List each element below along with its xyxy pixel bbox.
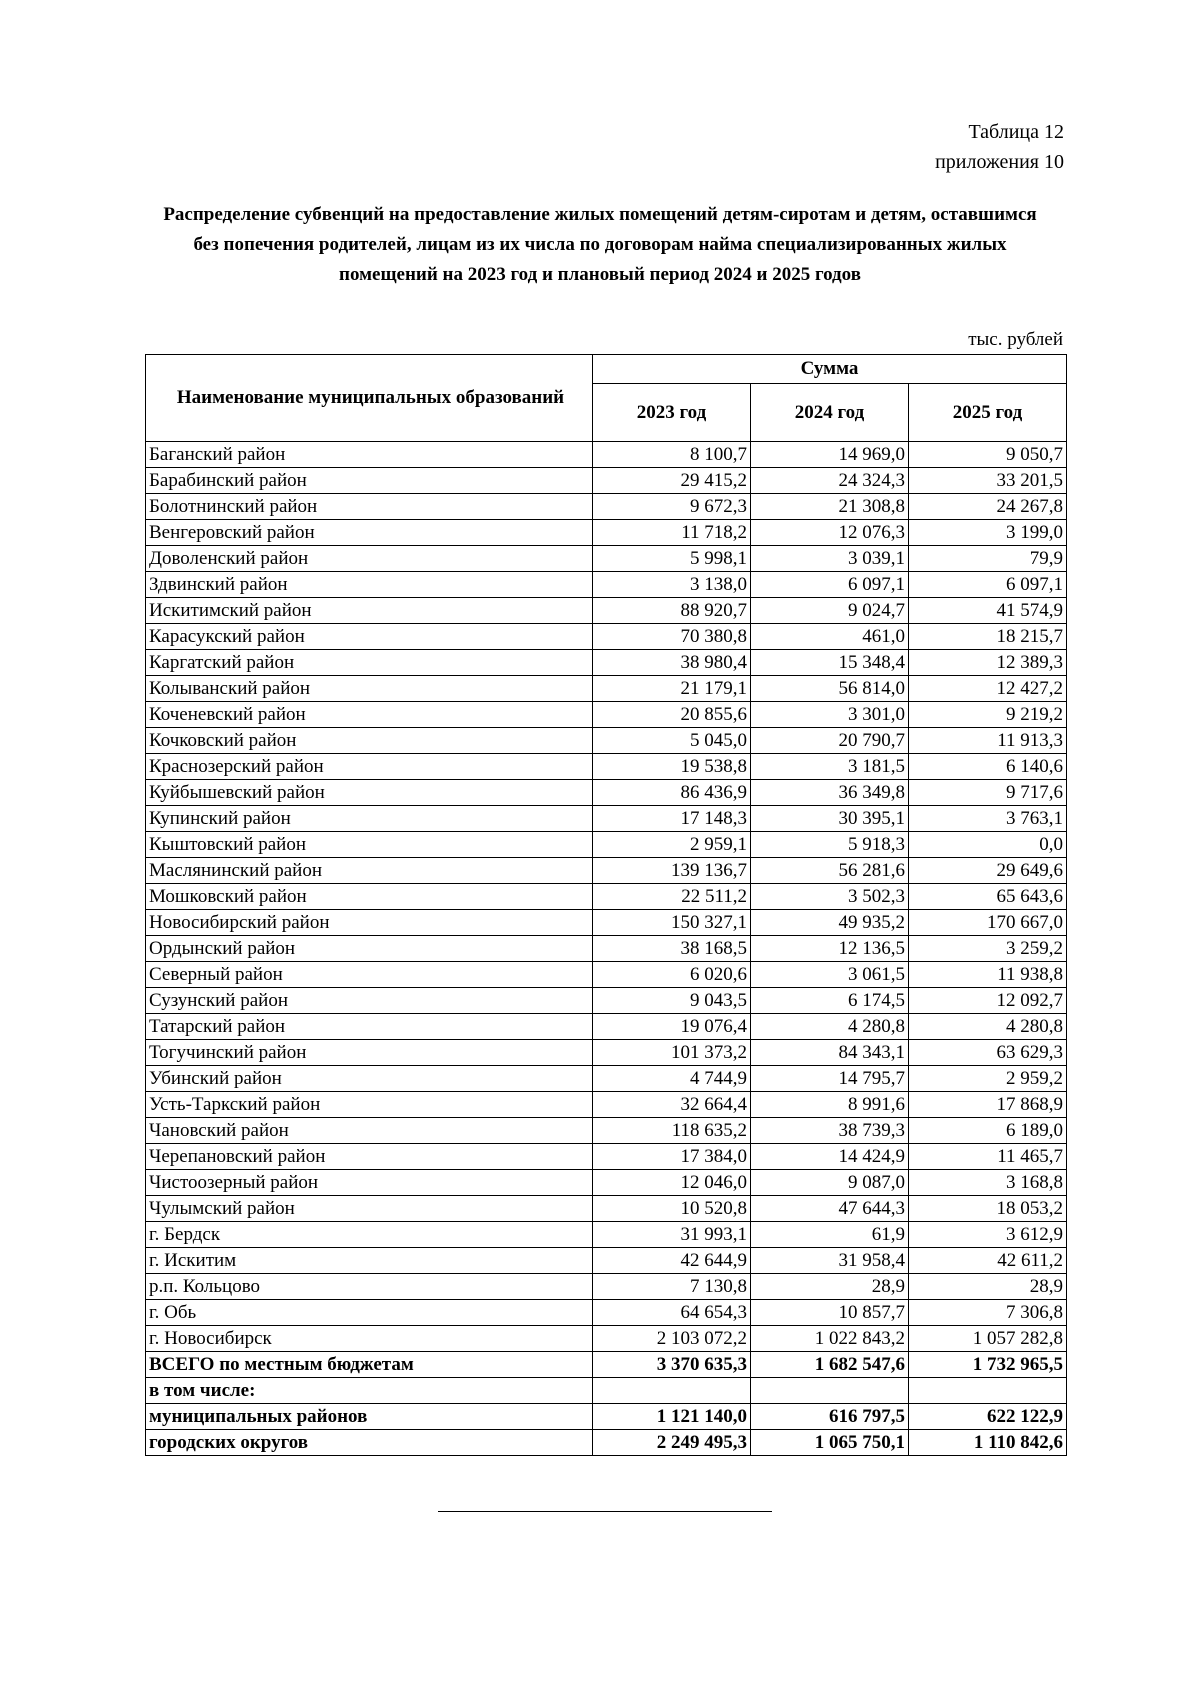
- amount-2025-cell: 3 168,8: [909, 1170, 1067, 1196]
- amount-2025-cell: 622 122,9: [909, 1404, 1067, 1430]
- municipality-name-cell: Чулымский район: [146, 1196, 593, 1222]
- amount-2023-cell: 9 043,5: [593, 988, 751, 1014]
- amount-2023-cell: 5 998,1: [593, 546, 751, 572]
- table-row: [146, 1170, 1067, 1196]
- table-row: [146, 728, 1067, 754]
- amount-2025-cell: 4 280,8: [909, 1014, 1067, 1040]
- amount-2023-cell: 11 718,2: [593, 520, 751, 546]
- table-row: [146, 806, 1067, 832]
- amount-2024-cell: 38 739,3: [751, 1118, 909, 1144]
- amount-2025-cell: 0,0: [909, 832, 1067, 858]
- table-row: [146, 468, 1067, 494]
- municipality-name-cell: Кочковский район: [146, 728, 593, 754]
- amount-2025-cell: 1 057 282,8: [909, 1326, 1067, 1352]
- appendix-reference: приложения 10: [935, 151, 1064, 173]
- municipality-name-cell: г. Искитим: [146, 1248, 593, 1274]
- municipality-name-cell: Тогучинский район: [146, 1040, 593, 1066]
- amount-2024-cell: 1 065 750,1: [751, 1430, 909, 1456]
- amount-2025-cell: 3 612,9: [909, 1222, 1067, 1248]
- amount-2024-cell: 28,9: [751, 1274, 909, 1300]
- amount-2023-cell: 64 654,3: [593, 1300, 751, 1326]
- table-row: [146, 442, 1067, 468]
- amount-2024-cell: 21 308,8: [751, 494, 909, 520]
- amount-2024-cell: 20 790,7: [751, 728, 909, 754]
- table-row: [146, 572, 1067, 598]
- amount-2025-cell: 2 959,2: [909, 1066, 1067, 1092]
- table-row: [146, 1118, 1067, 1144]
- amount-2023-cell: 7 130,8: [593, 1274, 751, 1300]
- amount-2023-cell: 10 520,8: [593, 1196, 751, 1222]
- amount-2023-cell: 17 384,0: [593, 1144, 751, 1170]
- amount-2024-cell: 14 969,0: [751, 442, 909, 468]
- table-row: [146, 1248, 1067, 1274]
- amount-2024-cell: 47 644,3: [751, 1196, 909, 1222]
- amount-2024-cell: 12 076,3: [751, 520, 909, 546]
- amount-2023-cell: 12 046,0: [593, 1170, 751, 1196]
- municipality-name-cell: Новосибирский район: [146, 910, 593, 936]
- amount-2023-cell: [593, 1378, 751, 1404]
- amount-2024-cell: 56 814,0: [751, 676, 909, 702]
- amount-2024-cell: 3 061,5: [751, 962, 909, 988]
- municipality-name-cell: г. Обь: [146, 1300, 593, 1326]
- amount-2025-cell: 6 140,6: [909, 754, 1067, 780]
- amount-2025-cell: 33 201,5: [909, 468, 1067, 494]
- table-row: [146, 546, 1067, 572]
- amount-2024-cell: 6 097,1: [751, 572, 909, 598]
- municipality-name-cell: Купинский район: [146, 806, 593, 832]
- municipality-name-cell: муниципальных районов: [146, 1404, 593, 1430]
- table-row: [146, 832, 1067, 858]
- year-2024-header: 2024 год: [751, 384, 909, 442]
- amount-2025-cell: 3 259,2: [909, 936, 1067, 962]
- table-row: [146, 520, 1067, 546]
- amount-2023-cell: 31 993,1: [593, 1222, 751, 1248]
- table-row: [146, 962, 1067, 988]
- municipality-name-cell: Болотнинский район: [146, 494, 593, 520]
- amount-2023-cell: 17 148,3: [593, 806, 751, 832]
- table-row: [146, 988, 1067, 1014]
- table-row: [146, 650, 1067, 676]
- municipality-name-cell: Черепановский район: [146, 1144, 593, 1170]
- amount-2025-cell: 3 199,0: [909, 520, 1067, 546]
- amount-2024-cell: 14 424,9: [751, 1144, 909, 1170]
- table-row: [146, 1300, 1067, 1326]
- table-row: [146, 1222, 1067, 1248]
- year-2025-header: 2025 год: [909, 384, 1067, 442]
- amount-2023-cell: 38 980,4: [593, 650, 751, 676]
- amount-2024-cell: 61,9: [751, 1222, 909, 1248]
- table-row: [146, 754, 1067, 780]
- sum-column-header: Сумма: [593, 355, 1067, 384]
- amount-2024-cell: 4 280,8: [751, 1014, 909, 1040]
- amount-2024-cell: 1 022 843,2: [751, 1326, 909, 1352]
- amount-2024-cell: 1 682 547,6: [751, 1352, 909, 1378]
- amount-2023-cell: 118 635,2: [593, 1118, 751, 1144]
- amount-2025-cell: 1 732 965,5: [909, 1352, 1067, 1378]
- municipality-name-cell: Каргатский район: [146, 650, 593, 676]
- amount-2023-cell: 139 136,7: [593, 858, 751, 884]
- table-row: [146, 494, 1067, 520]
- amount-2023-cell: 38 168,5: [593, 936, 751, 962]
- amount-2025-cell: 18 053,2: [909, 1196, 1067, 1222]
- amount-2023-cell: 101 373,2: [593, 1040, 751, 1066]
- amount-2024-cell: 30 395,1: [751, 806, 909, 832]
- amount-2023-cell: 6 020,6: [593, 962, 751, 988]
- amount-2025-cell: 28,9: [909, 1274, 1067, 1300]
- year-2023-header: 2023 год: [593, 384, 751, 442]
- table-row: [146, 1144, 1067, 1170]
- amount-2023-cell: 42 644,9: [593, 1248, 751, 1274]
- amount-2024-cell: 24 324,3: [751, 468, 909, 494]
- amount-2025-cell: 24 267,8: [909, 494, 1067, 520]
- table-row: [146, 858, 1067, 884]
- municipality-name-cell: Баганский район: [146, 442, 593, 468]
- municipality-name-cell: Чистоозерный район: [146, 1170, 593, 1196]
- table-row: [146, 676, 1067, 702]
- amount-2025-cell: 12 092,7: [909, 988, 1067, 1014]
- table-row: [146, 1196, 1067, 1222]
- amount-2025-cell: 65 643,6: [909, 884, 1067, 910]
- table-row: [146, 624, 1067, 650]
- total-row: [146, 1430, 1067, 1456]
- amount-2025-cell: 6 097,1: [909, 572, 1067, 598]
- municipality-name-cell: Маслянинский район: [146, 858, 593, 884]
- municipality-name-cell: Татарский район: [146, 1014, 593, 1040]
- amount-2024-cell: 56 281,6: [751, 858, 909, 884]
- amount-2023-cell: 5 045,0: [593, 728, 751, 754]
- amount-2025-cell: 79,9: [909, 546, 1067, 572]
- municipality-name-cell: Искитимский район: [146, 598, 593, 624]
- amount-2025-cell: 1 110 842,6: [909, 1430, 1067, 1456]
- amount-2023-cell: 3 370 635,3: [593, 1352, 751, 1378]
- table-row: [146, 936, 1067, 962]
- amount-2025-cell: 29 649,6: [909, 858, 1067, 884]
- amount-2025-cell: 6 189,0: [909, 1118, 1067, 1144]
- amount-2025-cell: 11 938,8: [909, 962, 1067, 988]
- amount-2023-cell: 70 380,8: [593, 624, 751, 650]
- municipality-name-cell: Ордынский район: [146, 936, 593, 962]
- units-label: тыс. рублей: [968, 329, 1063, 350]
- municipality-name-cell: Здвинский район: [146, 572, 593, 598]
- amount-2023-cell: 32 664,4: [593, 1092, 751, 1118]
- amount-2024-cell: 3 039,1: [751, 546, 909, 572]
- municipality-name-cell: Куйбышевский район: [146, 780, 593, 806]
- table-row: [146, 1066, 1067, 1092]
- municipality-name-cell: г. Бердск: [146, 1222, 593, 1248]
- amount-2024-cell: 6 174,5: [751, 988, 909, 1014]
- amount-2025-cell: 12 427,2: [909, 676, 1067, 702]
- municipality-name-cell: г. Новосибирск: [146, 1326, 593, 1352]
- amount-2024-cell: 12 136,5: [751, 936, 909, 962]
- amount-2024-cell: 3 301,0: [751, 702, 909, 728]
- amount-2024-cell: 461,0: [751, 624, 909, 650]
- amount-2023-cell: 3 138,0: [593, 572, 751, 598]
- amount-2023-cell: 4 744,9: [593, 1066, 751, 1092]
- amount-2025-cell: 7 306,8: [909, 1300, 1067, 1326]
- municipality-column-header: Наименование муниципальных образований: [146, 355, 593, 442]
- amount-2025-cell: 11 913,3: [909, 728, 1067, 754]
- amount-2023-cell: 88 920,7: [593, 598, 751, 624]
- amount-2024-cell: 15 348,4: [751, 650, 909, 676]
- amount-2024-cell: 14 795,7: [751, 1066, 909, 1092]
- amount-2025-cell: 9 050,7: [909, 442, 1067, 468]
- amount-2024-cell: 616 797,5: [751, 1404, 909, 1430]
- amount-2023-cell: 2 249 495,3: [593, 1430, 751, 1456]
- amount-2024-cell: 3 181,5: [751, 754, 909, 780]
- amount-2025-cell: 17 868,9: [909, 1092, 1067, 1118]
- amount-2024-cell: 36 349,8: [751, 780, 909, 806]
- amount-2023-cell: 150 327,1: [593, 910, 751, 936]
- amount-2024-cell: 31 958,4: [751, 1248, 909, 1274]
- amount-2025-cell: 18 215,7: [909, 624, 1067, 650]
- table-row: [146, 1092, 1067, 1118]
- amount-2024-cell: [751, 1378, 909, 1404]
- amount-2023-cell: 1 121 140,0: [593, 1404, 751, 1430]
- municipality-name-cell: Сузунский район: [146, 988, 593, 1014]
- table-row: [146, 780, 1067, 806]
- total-row: [146, 1378, 1067, 1404]
- municipality-name-cell: Карасукский район: [146, 624, 593, 650]
- amount-2024-cell: 9 087,0: [751, 1170, 909, 1196]
- table-body: [146, 442, 1067, 1456]
- municipality-name-cell: Мошковский район: [146, 884, 593, 910]
- amount-2025-cell: 170 667,0: [909, 910, 1067, 936]
- amount-2024-cell: 3 502,3: [751, 884, 909, 910]
- table-row: [146, 1040, 1067, 1066]
- municipality-name-cell: Убинский район: [146, 1066, 593, 1092]
- municipality-name-cell: Барабинский район: [146, 468, 593, 494]
- subventions-table: [145, 354, 1067, 1456]
- amount-2024-cell: 49 935,2: [751, 910, 909, 936]
- table-row: [146, 1014, 1067, 1040]
- municipality-name-cell: ВСЕГО по местным бюджетам: [146, 1352, 593, 1378]
- amount-2023-cell: 86 436,9: [593, 780, 751, 806]
- table-row: [146, 910, 1067, 936]
- table-row: [146, 598, 1067, 624]
- amount-2025-cell: 3 763,1: [909, 806, 1067, 832]
- amount-2025-cell: 12 389,3: [909, 650, 1067, 676]
- amount-2024-cell: 9 024,7: [751, 598, 909, 624]
- footer-divider: [438, 1511, 772, 1512]
- amount-2023-cell: 21 179,1: [593, 676, 751, 702]
- amount-2023-cell: 2 959,1: [593, 832, 751, 858]
- amount-2025-cell: 63 629,3: [909, 1040, 1067, 1066]
- amount-2023-cell: 9 672,3: [593, 494, 751, 520]
- amount-2024-cell: 8 991,6: [751, 1092, 909, 1118]
- municipality-name-cell: Северный район: [146, 962, 593, 988]
- amount-2025-cell: 9 219,2: [909, 702, 1067, 728]
- amount-2025-cell: [909, 1378, 1067, 1404]
- amount-2025-cell: 41 574,9: [909, 598, 1067, 624]
- amount-2025-cell: 42 611,2: [909, 1248, 1067, 1274]
- amount-2023-cell: 19 076,4: [593, 1014, 751, 1040]
- total-row: [146, 1404, 1067, 1430]
- amount-2023-cell: 8 100,7: [593, 442, 751, 468]
- municipality-name-cell: Венгеровский район: [146, 520, 593, 546]
- document-title: Распределение субвенций на предоставление жилых помещений детям-сиротам и детям, оставшимся без попечения родителей, лицам из их числа по договорам найма специализированных жилых помещений на 2023 год и плановый период 2024 и 2025 годов: [163, 204, 1037, 285]
- total-row: [146, 1352, 1067, 1378]
- table-row: [146, 884, 1067, 910]
- amount-2024-cell: 84 343,1: [751, 1040, 909, 1066]
- municipality-name-cell: Колыванский район: [146, 676, 593, 702]
- municipality-name-cell: Доволенский район: [146, 546, 593, 572]
- municipality-name-cell: Усть-Таркский район: [146, 1092, 593, 1118]
- municipality-name-cell: Кыштовский район: [146, 832, 593, 858]
- municipality-name-cell: р.п. Кольцово: [146, 1274, 593, 1300]
- municipality-name-cell: Коченевский район: [146, 702, 593, 728]
- amount-2023-cell: 22 511,2: [593, 884, 751, 910]
- municipality-name-cell: Чановский район: [146, 1118, 593, 1144]
- municipality-name-cell: в том числе:: [146, 1378, 593, 1404]
- amount-2023-cell: 2 103 072,2: [593, 1326, 751, 1352]
- table-row: [146, 1326, 1067, 1352]
- table-row: [146, 702, 1067, 728]
- table-number: Таблица 12: [968, 121, 1064, 143]
- municipality-name-cell: Краснозерский район: [146, 754, 593, 780]
- amount-2024-cell: 5 918,3: [751, 832, 909, 858]
- amount-2023-cell: 20 855,6: [593, 702, 751, 728]
- amount-2023-cell: 19 538,8: [593, 754, 751, 780]
- amount-2024-cell: 10 857,7: [751, 1300, 909, 1326]
- amount-2023-cell: 29 415,2: [593, 468, 751, 494]
- table-row: [146, 1274, 1067, 1300]
- amount-2025-cell: 11 465,7: [909, 1144, 1067, 1170]
- amount-2025-cell: 9 717,6: [909, 780, 1067, 806]
- municipality-name-cell: городских округов: [146, 1430, 593, 1456]
